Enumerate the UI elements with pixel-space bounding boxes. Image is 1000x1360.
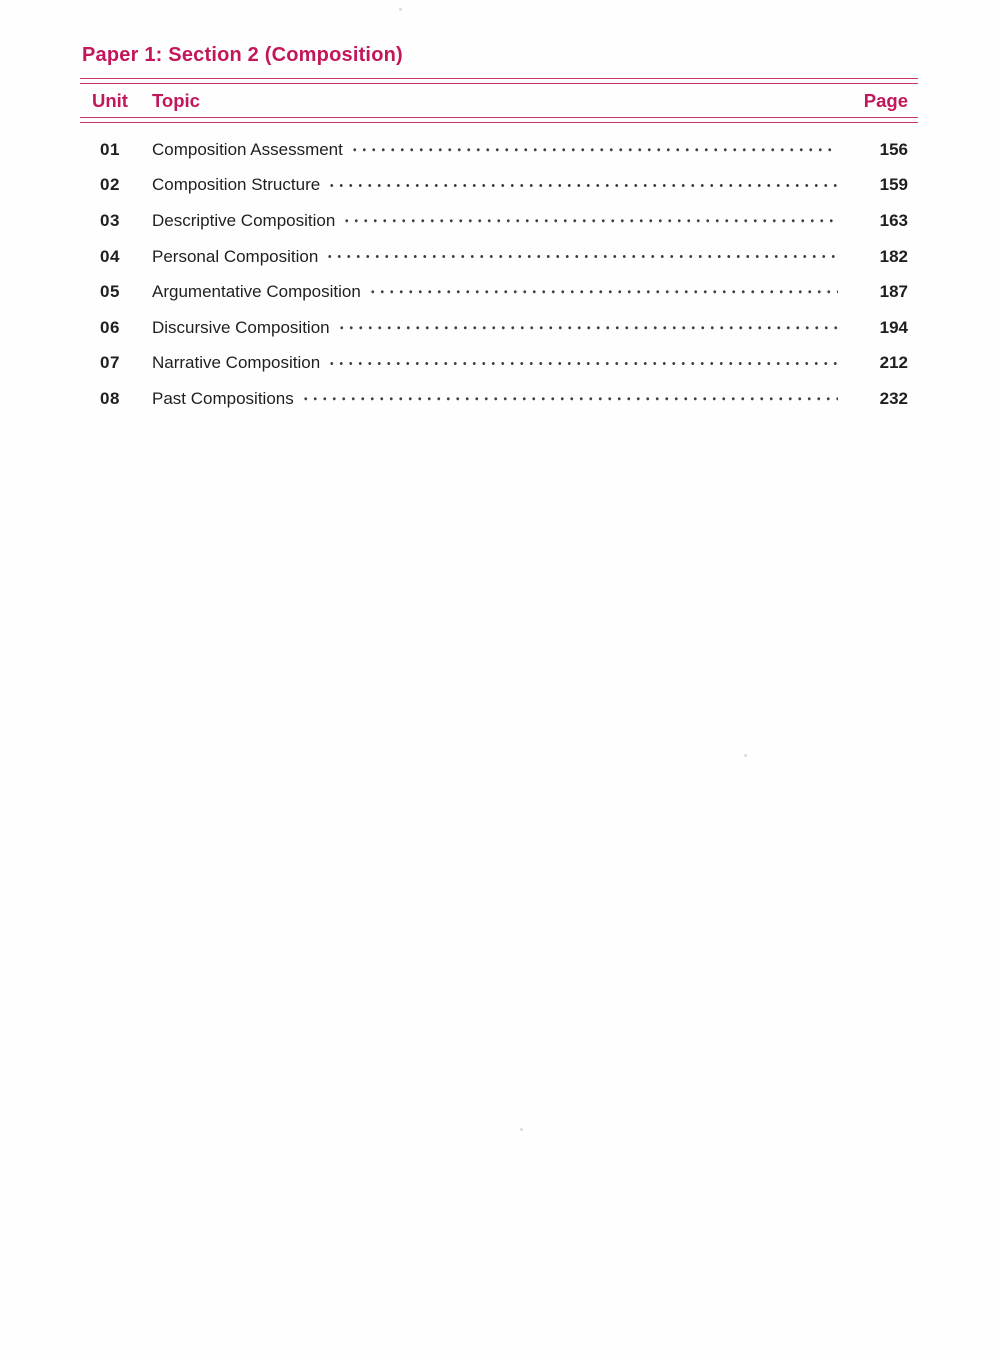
dot-leader <box>325 239 838 275</box>
scan-speck <box>399 8 402 11</box>
table-row <box>80 239 918 275</box>
table-row <box>80 310 918 346</box>
unit-number: 05 <box>100 282 120 302</box>
topic-label: Descriptive Composition <box>152 210 336 230</box>
unit-number: 03 <box>100 210 120 230</box>
page-number: 182 <box>879 246 908 266</box>
page-title: Paper 1: Section 2 (Composition) <box>82 44 403 66</box>
unit-column-header: Unit <box>92 90 128 111</box>
dot-leader <box>342 203 838 239</box>
unit-number: 08 <box>100 388 120 408</box>
topic-label: Composition Structure <box>152 175 321 195</box>
page-number: 232 <box>879 388 908 408</box>
topic-label: Personal Composition <box>152 246 319 266</box>
table-row <box>80 381 918 417</box>
table-row <box>80 168 918 204</box>
unit-number: 07 <box>100 353 120 373</box>
dot-leader <box>368 274 838 310</box>
header-top-divider <box>80 78 918 84</box>
unit-number: 06 <box>100 317 120 337</box>
page-number: 159 <box>879 175 908 195</box>
topic-label: Discursive Composition <box>152 317 330 337</box>
table-header-row <box>80 84 918 117</box>
topic-label: Past Compositions <box>152 388 294 408</box>
unit-number: 01 <box>100 139 120 159</box>
dot-leader <box>301 381 838 417</box>
page-number: 156 <box>879 139 908 159</box>
unit-number: 04 <box>100 246 120 266</box>
page-number: 187 <box>879 282 908 302</box>
unit-number: 02 <box>100 175 120 195</box>
page-column-header: Page <box>863 90 908 111</box>
dot-leader <box>337 310 838 346</box>
topic-label: Argumentative Composition <box>152 282 361 302</box>
page-number: 212 <box>879 353 908 373</box>
scan-speck <box>744 754 747 757</box>
page-number: 194 <box>879 317 908 337</box>
scan-speck <box>520 1128 523 1131</box>
page-number: 163 <box>879 210 908 230</box>
toc-row-list <box>80 132 918 417</box>
table-row <box>80 203 918 239</box>
dot-leader <box>327 346 838 382</box>
header-bottom-divider <box>80 117 918 123</box>
table-row <box>80 274 918 310</box>
topic-label: Composition Assessment <box>152 139 343 159</box>
topic-label: Narrative Composition <box>152 353 321 373</box>
table-row <box>80 346 918 382</box>
toc-content <box>80 44 918 417</box>
table-row <box>80 132 918 168</box>
dot-leader <box>327 168 838 204</box>
dot-leader <box>350 132 838 168</box>
topic-column-header: Topic <box>152 90 200 111</box>
